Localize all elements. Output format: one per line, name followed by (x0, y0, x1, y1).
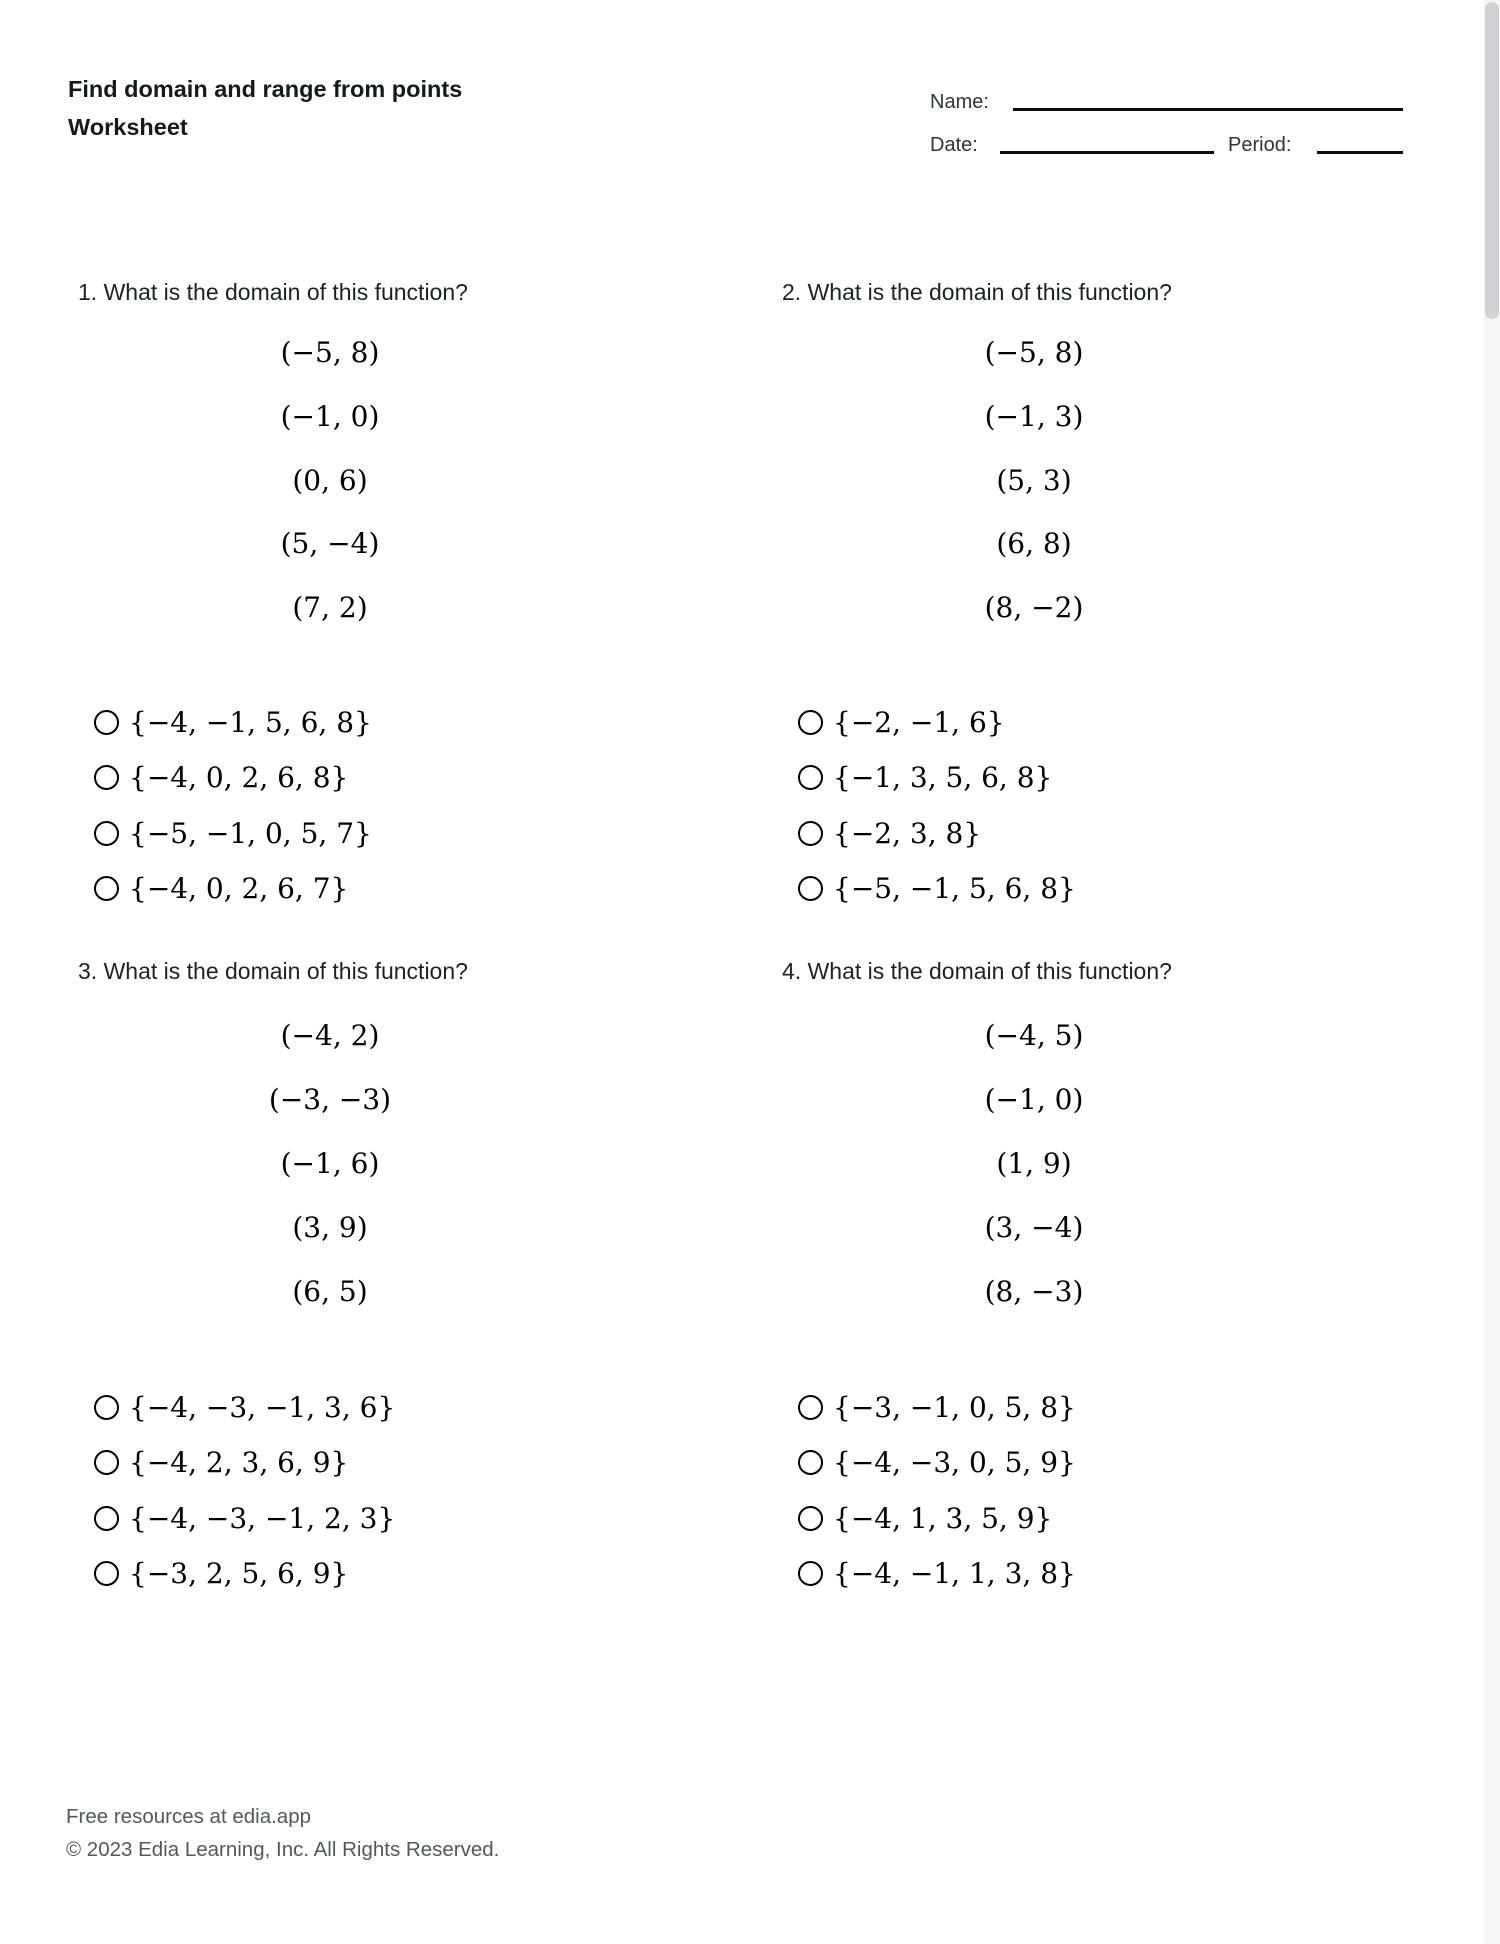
option-text: {−3, −1, 0, 5, 8} (833, 1391, 1076, 1424)
page-title-line2: Worksheet (68, 114, 188, 140)
point-item: (8, −3) (984, 1275, 1084, 1308)
options-list (94, 1391, 395, 1612)
points-list (782, 1018, 1286, 1338)
radio-button[interactable] (798, 765, 823, 790)
period-blank-line (1317, 151, 1403, 154)
option-row (94, 817, 372, 872)
name-blank-line (1013, 108, 1403, 111)
radio-button[interactable] (94, 1561, 119, 1586)
option-text: {−4, −1, 5, 6, 8} (129, 706, 372, 739)
point-item: (−1, 3) (984, 399, 1084, 433)
radio-button[interactable] (798, 821, 823, 846)
question-2 (782, 278, 1452, 938)
option-row (94, 1446, 395, 1501)
option-row (798, 1557, 1076, 1612)
question-prompt: 2. What is the domain of this function? (782, 279, 1172, 305)
option-text: {−4, 0, 2, 6, 7} (129, 871, 349, 905)
radio-button[interactable] (94, 1506, 119, 1531)
point-item: (3, 9) (292, 1211, 368, 1244)
point-item: (−3, −3) (268, 1083, 392, 1116)
point-item: (−1, 6) (280, 1147, 380, 1180)
options-list (798, 706, 1076, 927)
option-text: {−4, −3, −1, 3, 6} (129, 1391, 396, 1424)
radio-button[interactable] (94, 821, 119, 846)
option-row (798, 1391, 1076, 1446)
question-1 (78, 278, 748, 938)
option-text: {−5, −1, 5, 6, 8} (833, 871, 1076, 905)
option-row (798, 1446, 1076, 1501)
option-row (798, 872, 1076, 927)
page-title-line1: Find domain and range from points (68, 76, 463, 102)
options-list (94, 706, 372, 927)
point-item: (7, 2) (292, 591, 368, 624)
point-item: (6, 8) (996, 527, 1072, 561)
option-text: {−4, −3, 0, 5, 9} (833, 1446, 1076, 1480)
option-row (94, 1502, 395, 1557)
point-item: (−1, 0) (280, 399, 380, 433)
point-item: (3, −4) (984, 1211, 1084, 1244)
option-text: {−4, −3, −1, 2, 3} (129, 1501, 396, 1535)
option-row (798, 817, 1076, 872)
points-list (782, 335, 1286, 654)
radio-button[interactable] (94, 710, 119, 735)
radio-button[interactable] (94, 1450, 119, 1475)
question-4 (782, 957, 1452, 1617)
point-item: (5, 3) (996, 463, 1072, 497)
question-prompt: 4. What is the domain of this function? (782, 958, 1172, 984)
scrollbar-thumb[interactable] (1485, 2, 1499, 319)
point-item: (−4, 5) (984, 1019, 1084, 1052)
scrollbar-track[interactable] (1484, 0, 1500, 1944)
option-text: {−1, 3, 5, 6, 8} (833, 761, 1053, 795)
radio-button[interactable] (798, 1561, 823, 1586)
radio-button[interactable] (798, 1450, 823, 1475)
radio-button[interactable] (94, 876, 119, 901)
options-list (798, 1391, 1076, 1612)
option-row (94, 761, 372, 816)
date-blank-line (1000, 151, 1214, 154)
point-item: (−4, 2) (280, 1019, 380, 1052)
radio-button[interactable] (94, 765, 119, 790)
radio-button[interactable] (798, 1395, 823, 1420)
point-item: (0, 6) (292, 463, 368, 497)
period-label: Period: (1228, 134, 1292, 156)
date-label: Date: (930, 134, 978, 156)
option-row (798, 1502, 1076, 1557)
points-list (78, 335, 582, 654)
point-item: (8, −2) (984, 591, 1084, 624)
option-row (798, 706, 1076, 761)
points-list (78, 1018, 582, 1338)
option-row (94, 1391, 395, 1446)
page-footer (66, 1800, 499, 1866)
radio-button[interactable] (94, 1395, 119, 1420)
option-row (798, 761, 1076, 816)
option-text: {−4, 1, 3, 5, 9} (833, 1501, 1053, 1535)
option-row (94, 1557, 395, 1612)
option-row (94, 872, 372, 927)
point-item: (1, 9) (996, 1147, 1072, 1180)
radio-button[interactable] (798, 876, 823, 901)
radio-button[interactable] (798, 710, 823, 735)
footer-resources-text: Free resources at edia.app (66, 1805, 311, 1828)
question-prompt: 1. What is the domain of this function? (78, 279, 468, 305)
option-text: {−4, −1, 1, 3, 8} (833, 1556, 1076, 1590)
question-prompt: 3. What is the domain of this function? (78, 958, 468, 984)
footer-copyright-text: © 2023 Edia Learning, Inc. All Rights Reserved. (66, 1838, 500, 1861)
option-text: {−2, −1, 6} (833, 706, 1005, 739)
point-item: (−5, 8) (984, 336, 1084, 369)
question-3 (78, 957, 748, 1617)
option-text: {−3, 2, 5, 6, 9} (129, 1556, 349, 1590)
option-text: {−2, 3, 8} (833, 816, 982, 850)
point-item: (5, −4) (280, 527, 380, 561)
point-item: (−1, 0) (984, 1083, 1084, 1116)
radio-button[interactable] (798, 1506, 823, 1531)
point-item: (6, 5) (292, 1275, 368, 1308)
option-text: {−4, 2, 3, 6, 9} (129, 1446, 349, 1480)
option-text: {−5, −1, 0, 5, 7} (129, 816, 372, 850)
page-title (68, 70, 462, 146)
option-row (94, 706, 372, 761)
point-item: (−5, 8) (280, 336, 380, 369)
name-label: Name: (930, 91, 989, 113)
option-text: {−4, 0, 2, 6, 8} (129, 761, 349, 795)
